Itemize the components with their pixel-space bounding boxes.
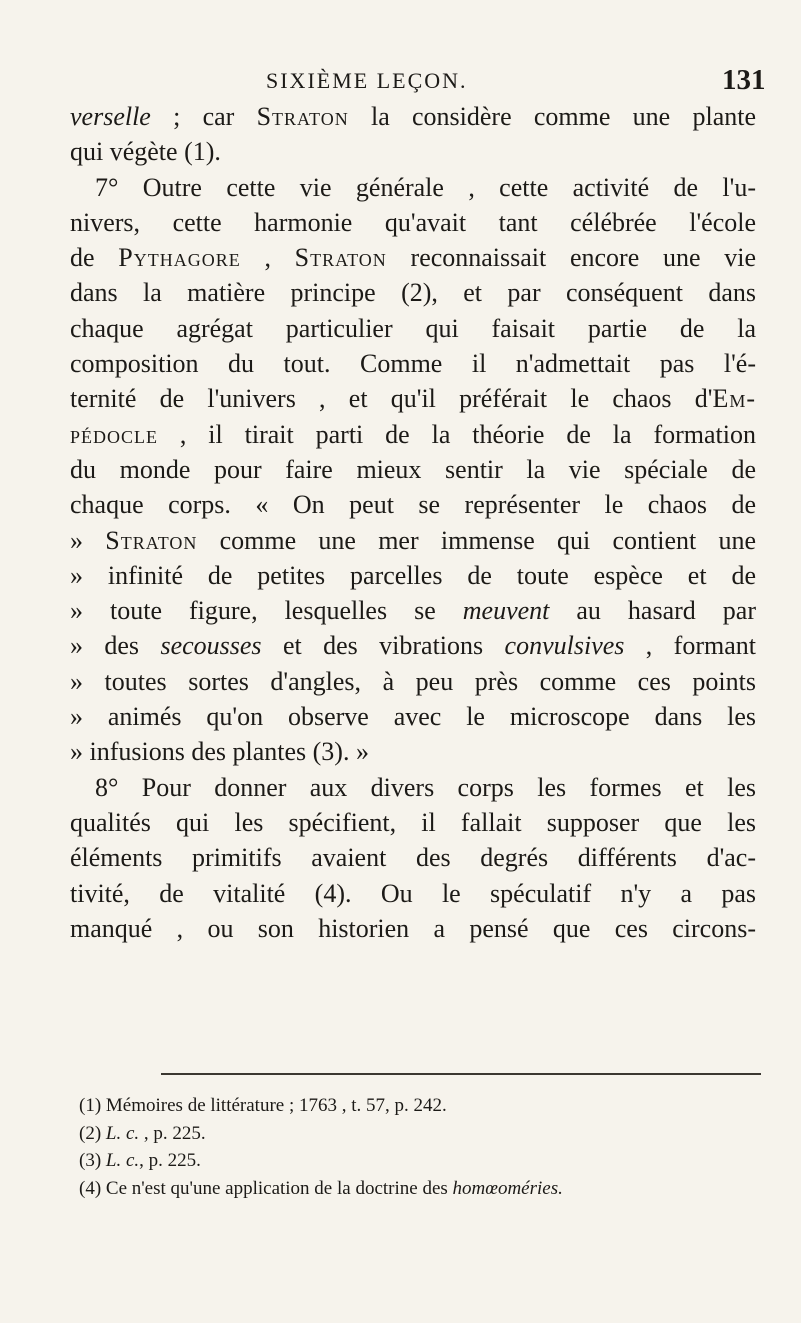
italic-word: convulsives	[504, 631, 625, 661]
running-title: SIXIÈME LEÇON.	[266, 68, 468, 93]
footnotes	[79, 1092, 759, 1202]
body-text	[70, 99, 756, 946]
italic-word: meuvent	[462, 596, 550, 626]
paragraph-start-line: 8° Pour donner aux divers corps les formes et les	[95, 772, 756, 802]
italic-word: L. c.	[105, 1122, 140, 1144]
text-line: qui végète (1).	[70, 137, 221, 167]
person-name: pédocle	[70, 419, 158, 449]
paragraph-start-line: 7° Outre cette vie générale , cette activité de l'u-	[95, 172, 756, 202]
text-line	[70, 417, 756, 452]
text-line	[70, 593, 756, 628]
page-header	[0, 64, 801, 104]
text-line: éléments primitifs avaient des degrés différents d'ac-	[70, 843, 756, 873]
footnote-3	[79, 1147, 759, 1175]
text-line: qualités qui les spécifient, il fallait supposer que les	[70, 807, 756, 837]
text-line: dans la matière principe (2), et par conséquent dans	[70, 278, 756, 308]
text-line: » animés qu'on observe avec le microscope dans les	[70, 702, 756, 732]
italic-word: homœoméries.	[452, 1177, 563, 1199]
text-line: chaque agrégat particulier qui faisait partie de la	[70, 313, 756, 343]
text-line: manqué , ou son historien a pensé que ces circons-	[70, 913, 756, 943]
text-line: nivers, cette harmonie qu'avait tant célébrée l'école	[70, 207, 756, 237]
text-span: ; car	[150, 102, 257, 131]
text-span: , p. 225.	[139, 1150, 201, 1171]
text-span: , p. 225.	[139, 1122, 206, 1144]
text-line: du monde pour faire mieux sentir la vie spéciale de	[70, 454, 756, 484]
text-span: ,	[240, 243, 295, 273]
text-span: et des vibrations	[261, 631, 505, 661]
text-span: la considère comme une plante	[348, 102, 757, 131]
text-line: chaque corps. « On peut se représenter le chaos de	[70, 490, 756, 520]
text-span: » des	[70, 631, 161, 661]
person-name: Pythagore	[118, 243, 241, 273]
footnote-4	[79, 1175, 759, 1203]
text-line	[70, 628, 756, 663]
footnote-divider	[161, 1073, 761, 1075]
text-span: , formant	[624, 631, 756, 661]
text-line	[70, 523, 756, 558]
text-span: (4) Ce n'est qu'une application de la doctrine des	[79, 1177, 453, 1199]
text-span: (3)	[79, 1150, 106, 1171]
person-name: Straton	[105, 525, 198, 555]
text-line: composition du tout. Comme il n'admettait pas l'é-	[70, 349, 756, 379]
text-span: »	[70, 525, 106, 555]
text-line	[70, 240, 756, 275]
page-number: 131	[722, 64, 766, 96]
text-line: » toutes sortes d'angles, à peu près comme ces points	[70, 666, 756, 696]
person-name: Straton	[256, 102, 349, 131]
text-line: » infinité de petites parcelles de toute espèce et de	[70, 560, 756, 590]
footnote-1: (1) Mémoires de littérature ; 1763 , t. 57, p. 242.	[79, 1095, 447, 1116]
text-span: de	[70, 243, 119, 273]
text-line: » infusions des plantes (3). »	[70, 737, 369, 767]
text-span: comme une mer immense qui contient une	[197, 525, 756, 555]
italic-word: secousses	[160, 631, 262, 661]
footnote-2	[79, 1120, 759, 1148]
text-line	[70, 381, 756, 416]
text-line: tivité, de vitalité (4). Ou le spéculatif n'y a pas	[70, 878, 756, 908]
italic-word: verselle	[70, 102, 151, 131]
text-span: reconnaissait encore une vie	[386, 243, 757, 273]
text-span: » toute figure, lesquelles se	[70, 596, 463, 626]
person-name: Em-	[712, 384, 756, 414]
text-span: , il tirait parti de la théorie de la formation	[158, 419, 756, 449]
person-name: Straton	[294, 243, 387, 273]
text-span: au hasard par	[549, 596, 756, 626]
text-line	[70, 99, 756, 134]
italic-word: L. c.	[105, 1150, 140, 1171]
text-span: ternité de l'univers , et qu'il préférait le chaos d'	[70, 384, 713, 414]
text-span: (2)	[79, 1122, 106, 1144]
